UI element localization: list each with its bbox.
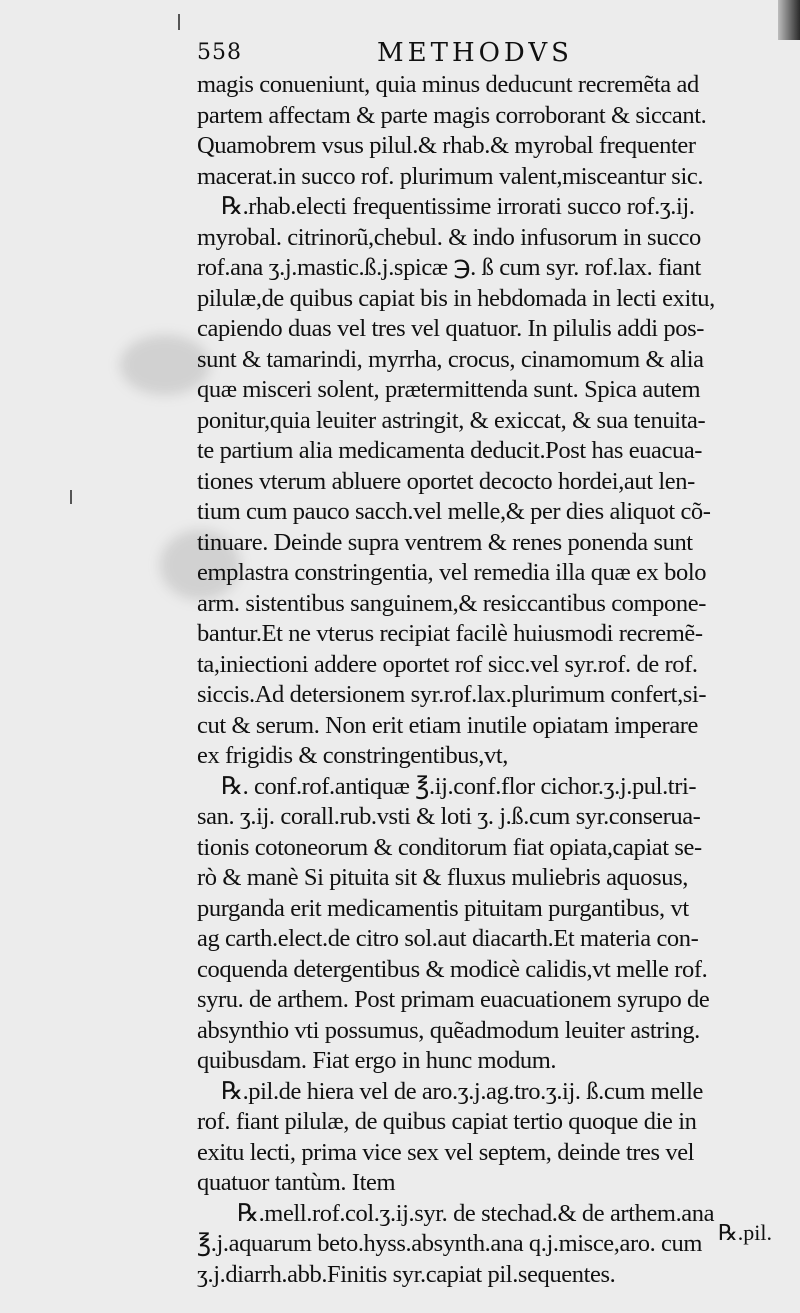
text-line: ʒ.j.diarrh.abb.Finitis syr.capiat pil.sequentes.	[197, 1260, 616, 1288]
text-line: tionis cotoneorum & conditorum fiat opiata,capiat se-	[197, 833, 702, 861]
text-line: rof.ana ʒ.j.mastic.ß.j.spicæ ℈. ß cum syr. rof.lax. fiant	[197, 254, 701, 281]
recipe-line: ℞. conf.rof.antiquæ ℥.ij.conf.flor cichor.ʒ.j.pul.tri-	[221, 772, 697, 800]
text-line: ex frigidis & constringentibus,vt,	[197, 742, 508, 769]
recipe-line: ℞.pil.de hiera vel de aro.ʒ.j.ag.tro.ʒ.ij. ß.cum melle	[221, 1077, 704, 1105]
text-line: quibusdam. Fiat ergo in hunc modum.	[197, 1047, 557, 1074]
text-line: san. ʒ.ij. corall.rub.vsti & loti ʒ. j.ß.cum syr.conserua-	[197, 803, 701, 830]
text-line: tiones vterum abluere oportet decocto hordei,aut len-	[197, 467, 695, 495]
text-line: exitu lecti, prima vice sex vel septem, deinde tres vel	[197, 1138, 695, 1166]
text-line: tinuare. Deinde supra ventrem & renes ponenda sunt	[197, 528, 693, 556]
text-line: pilulæ,de quibus capiat bis in hebdomada in lecti exitu,	[197, 284, 715, 312]
text-line: magis conueniunt, quia minus deducunt recremẽta ad	[197, 71, 699, 98]
text-line: arm. sistentibus sanguinem,& resiccantibus compone-	[197, 589, 706, 617]
margin-mark	[70, 490, 72, 504]
text-line: quatuor tantùm. Item	[197, 1169, 396, 1196]
text-line: absynthio vti possumus, quẽadmodum leuiter astring.	[197, 1016, 700, 1044]
text-line: myrobal. citrinorũ,chebul. & indo infusorum in succo	[197, 223, 701, 251]
text-line: rof. fiant pilulæ, de quibus capiat tertio quoque die in	[197, 1108, 697, 1135]
text-line: macerat.in succo rof. plurimum valent,misceantur sic.	[197, 162, 704, 190]
text-body	[197, 70, 763, 1290]
page-header	[197, 38, 757, 72]
text-line: ag carth.elect.de citro sol.aut diacarth.Et materia con-	[197, 925, 699, 952]
text-line: tium cum pauco sacch.vel melle,& per dies aliquot cõ-	[197, 498, 711, 525]
text-line: rò & manè Si pituita sit & fluxus muliebris aquosus,	[197, 864, 688, 891]
text-line: quæ misceri solent, prætermittenda sunt. Spica autem	[197, 376, 701, 403]
text-line: purganda erit medicamentis pituitam purgantibus, vt	[197, 894, 689, 922]
page-number: 558	[197, 40, 242, 65]
text-line: syru. de arthem. Post primam euacuationem syrupo de	[197, 986, 710, 1013]
binding-edge	[778, 0, 800, 40]
margin-mark	[178, 14, 180, 30]
text-line: Quamobrem vsus pilul.& rhab.& myrobal frequenter	[197, 132, 696, 159]
text-line: coquenda detergentibus & modicè calidis,vt melle rof.	[197, 955, 708, 983]
recipe-line: ℞.rhab.electi frequentissime irrorati succo rof.ʒ.ij.	[221, 193, 695, 220]
text-line: te partium alia medicamenta deducit.Post has euacua-	[197, 437, 703, 464]
text-line: bantur.Et ne vterus recipiat facilè huiusmodi recremẽ-	[197, 620, 703, 647]
text-line: emplastra constringentia, vel remedia illa quæ ex bolo	[197, 559, 707, 586]
text-line: ponitur,quia leuiter astringit, & exiccat, & sua tenuita-	[197, 406, 706, 434]
text-line: cut & serum. Non erit etiam inutile opiatam imperare	[197, 711, 699, 739]
text-line: partem affectam & parte magis corroborant & siccant.	[197, 101, 707, 129]
text-line: ta,iniectioni addere oportet rof sicc.vel syr.rof. de rof.	[197, 650, 698, 678]
text-line: ℥.j.aquarum beto.hyss.absynth.ana q.j.misce,aro. cum	[197, 1230, 703, 1257]
text-line: capiendo duas vel tres vel quatuor. In pilulis addi pos-	[197, 315, 704, 342]
running-title: METHODVS	[377, 38, 573, 68]
catchword: ℞.pil.	[718, 1220, 772, 1245]
text-line: siccis.Ad detersionem syr.rof.lax.plurimum confert,si-	[197, 681, 707, 708]
text-line: sunt & tamarindi, myrrha, crocus, cinamomum & alia	[197, 345, 704, 373]
recipe-line: ℞.mell.rof.col.ʒ.ij.syr. de stechad.& de arthem.ana	[237, 1199, 715, 1227]
